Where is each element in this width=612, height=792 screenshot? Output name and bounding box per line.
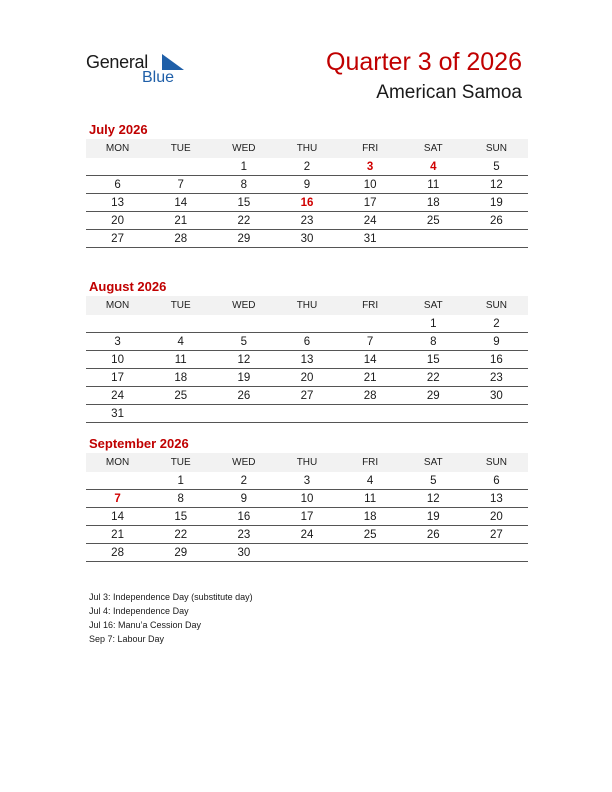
weekday-label: SUN: [465, 296, 528, 315]
empty-day-cell: [339, 544, 402, 562]
empty-day-cell: [212, 405, 275, 423]
day-cell: 11: [339, 490, 402, 508]
empty-day-cell: [339, 405, 402, 423]
day-cell: 6: [86, 176, 149, 194]
day-cell: 6: [465, 472, 528, 490]
day-cell: 22: [402, 369, 465, 387]
holiday-day-cell: 16: [275, 194, 338, 212]
day-cell: 10: [275, 490, 338, 508]
day-cell: 19: [402, 508, 465, 526]
day-cell: 26: [402, 526, 465, 544]
day-cell: 14: [86, 508, 149, 526]
empty-day-cell: [465, 230, 528, 248]
empty-day-cell: [275, 405, 338, 423]
empty-day-cell: [212, 315, 275, 333]
week-row: [86, 369, 528, 387]
day-cell: 30: [212, 544, 275, 562]
month-september: [86, 436, 528, 562]
month-title: July 2026: [89, 122, 148, 137]
empty-day-cell: [149, 315, 212, 333]
weekday-label: WED: [212, 296, 275, 315]
day-cell: 25: [149, 387, 212, 405]
day-cell: 22: [149, 526, 212, 544]
week-row: [86, 158, 528, 176]
day-cell: 20: [86, 212, 149, 230]
weekday-label: THU: [275, 453, 338, 472]
empty-day-cell: [402, 405, 465, 423]
day-cell: 7: [339, 333, 402, 351]
day-cell: 30: [465, 387, 528, 405]
holiday-notes: [89, 590, 253, 646]
empty-day-cell: [149, 158, 212, 176]
day-cell: 1: [402, 315, 465, 333]
day-cell: 18: [149, 369, 212, 387]
week-row: [86, 472, 528, 490]
day-cell: 4: [149, 333, 212, 351]
day-cell: 9: [212, 490, 275, 508]
day-cell: 14: [149, 194, 212, 212]
weekday-label: SUN: [465, 139, 528, 158]
day-cell: 27: [465, 526, 528, 544]
weekday-label: SAT: [402, 139, 465, 158]
week-row: [86, 508, 528, 526]
day-cell: 3: [275, 472, 338, 490]
holiday-note: Sep 7: Labour Day: [89, 634, 165, 644]
day-cell: 28: [86, 544, 149, 562]
empty-day-cell: [402, 230, 465, 248]
week-row: [86, 230, 528, 248]
empty-day-cell: [149, 405, 212, 423]
day-cell: 29: [402, 387, 465, 405]
day-cell: 21: [149, 212, 212, 230]
weekday-label: SAT: [402, 296, 465, 315]
day-cell: 25: [402, 212, 465, 230]
week-row: [86, 351, 528, 369]
day-cell: 8: [149, 490, 212, 508]
day-cell: 13: [465, 490, 528, 508]
brand-logo: [86, 52, 196, 92]
holiday-day-cell: 4: [402, 158, 465, 176]
day-cell: 30: [275, 230, 338, 248]
empty-day-cell: [465, 405, 528, 423]
day-cell: 16: [465, 351, 528, 369]
holiday-note: Jul 16: Manu’a Cession Day: [89, 620, 202, 630]
day-cell: 14: [339, 351, 402, 369]
day-cell: 8: [212, 176, 275, 194]
weekday-label: MON: [86, 296, 149, 315]
week-row: [86, 405, 528, 423]
month-july: [86, 122, 528, 248]
day-cell: 13: [275, 351, 338, 369]
day-cell: 15: [149, 508, 212, 526]
day-cell: 20: [275, 369, 338, 387]
weekday-header-row: [86, 453, 528, 472]
day-cell: 16: [212, 508, 275, 526]
week-row: [86, 315, 528, 333]
day-cell: 4: [339, 472, 402, 490]
weekday-label: TUE: [149, 139, 212, 158]
day-cell: 10: [339, 176, 402, 194]
day-cell: 13: [86, 194, 149, 212]
day-cell: 27: [86, 230, 149, 248]
week-row: [86, 194, 528, 212]
calendar-grid: [86, 453, 528, 562]
day-cell: 11: [149, 351, 212, 369]
week-row: [86, 544, 528, 562]
week-row: [86, 333, 528, 351]
day-cell: 23: [212, 526, 275, 544]
day-cell: 29: [212, 230, 275, 248]
day-cell: 17: [339, 194, 402, 212]
month-title: September 2026: [89, 436, 189, 451]
day-cell: 9: [275, 176, 338, 194]
empty-day-cell: [86, 158, 149, 176]
day-cell: 24: [275, 526, 338, 544]
day-cell: 6: [275, 333, 338, 351]
weekday-label: FRI: [339, 296, 402, 315]
day-cell: 2: [212, 472, 275, 490]
logo-text-blue: Blue: [142, 69, 175, 86]
day-cell: 19: [465, 194, 528, 212]
day-cell: 28: [149, 230, 212, 248]
week-row: [86, 387, 528, 405]
weekday-label: FRI: [339, 139, 402, 158]
empty-day-cell: [86, 472, 149, 490]
day-cell: 21: [339, 369, 402, 387]
day-cell: 1: [149, 472, 212, 490]
empty-day-cell: [275, 315, 338, 333]
day-cell: 18: [339, 508, 402, 526]
weekday-header-row: [86, 139, 528, 158]
week-row: [86, 490, 528, 508]
day-cell: 22: [212, 212, 275, 230]
holiday-note: Jul 3: Independence Day (substitute day): [89, 592, 253, 602]
weekday-label: MON: [86, 139, 149, 158]
empty-day-cell: [86, 315, 149, 333]
day-cell: 26: [465, 212, 528, 230]
day-cell: 5: [402, 472, 465, 490]
day-cell: 5: [212, 333, 275, 351]
day-cell: 3: [86, 333, 149, 351]
day-cell: 28: [339, 387, 402, 405]
day-cell: 31: [339, 230, 402, 248]
day-cell: 24: [86, 387, 149, 405]
calendar-grid: [86, 139, 528, 248]
weekday-label: TUE: [149, 453, 212, 472]
logo-text-general: General: [86, 52, 148, 72]
day-cell: 12: [465, 176, 528, 194]
weekday-label: WED: [212, 139, 275, 158]
week-row: [86, 176, 528, 194]
day-cell: 29: [149, 544, 212, 562]
holiday-note: Jul 4: Independence Day: [89, 606, 189, 616]
logo-flag-icon: [162, 54, 184, 70]
day-cell: 25: [339, 526, 402, 544]
page-title: Quarter 3 of 2026: [326, 48, 522, 76]
day-cell: 7: [149, 176, 212, 194]
day-cell: 8: [402, 333, 465, 351]
week-row: [86, 212, 528, 230]
day-cell: 24: [339, 212, 402, 230]
day-cell: 15: [402, 351, 465, 369]
weekday-label: TUE: [149, 296, 212, 315]
day-cell: 15: [212, 194, 275, 212]
day-cell: 2: [275, 158, 338, 176]
month-title: August 2026: [89, 279, 167, 294]
weekday-label: SAT: [402, 453, 465, 472]
weekday-label: MON: [86, 453, 149, 472]
day-cell: 23: [465, 369, 528, 387]
day-cell: 27: [275, 387, 338, 405]
day-cell: 1: [212, 158, 275, 176]
weekday-label: FRI: [339, 453, 402, 472]
weekday-label: WED: [212, 453, 275, 472]
day-cell: 12: [402, 490, 465, 508]
day-cell: 21: [86, 526, 149, 544]
day-cell: 12: [212, 351, 275, 369]
day-cell: 5: [465, 158, 528, 176]
day-cell: 9: [465, 333, 528, 351]
empty-day-cell: [465, 544, 528, 562]
day-cell: 17: [275, 508, 338, 526]
holiday-day-cell: 3: [339, 158, 402, 176]
week-row: [86, 526, 528, 544]
weekday-label: THU: [275, 296, 338, 315]
day-cell: 31: [86, 405, 149, 423]
region-name: American Samoa: [376, 82, 522, 103]
day-cell: 10: [86, 351, 149, 369]
weekday-label: SUN: [465, 453, 528, 472]
day-cell: 11: [402, 176, 465, 194]
day-cell: 2: [465, 315, 528, 333]
empty-day-cell: [339, 315, 402, 333]
empty-day-cell: [402, 544, 465, 562]
holiday-day-cell: 7: [86, 490, 149, 508]
day-cell: 26: [212, 387, 275, 405]
calendar-grid: [86, 296, 528, 423]
day-cell: 17: [86, 369, 149, 387]
weekday-header-row: [86, 296, 528, 315]
weekday-label: THU: [275, 139, 338, 158]
day-cell: 23: [275, 212, 338, 230]
day-cell: 19: [212, 369, 275, 387]
month-august: [86, 279, 528, 423]
empty-day-cell: [275, 544, 338, 562]
day-cell: 20: [465, 508, 528, 526]
day-cell: 18: [402, 194, 465, 212]
